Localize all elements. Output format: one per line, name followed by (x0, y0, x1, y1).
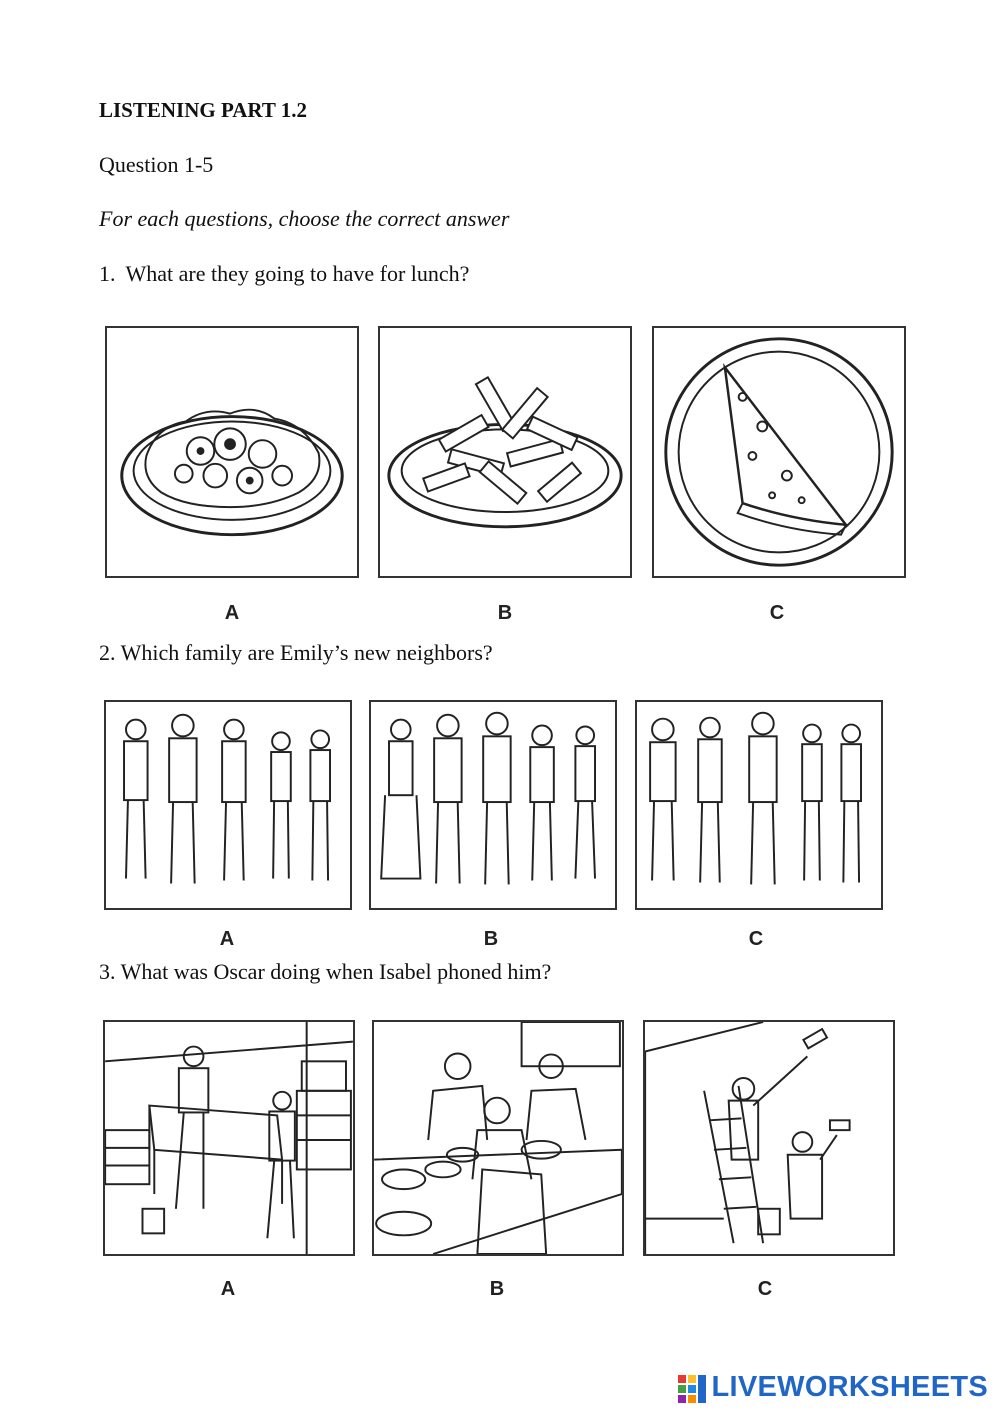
option-label: A (224, 602, 240, 624)
salad-plate-picture (107, 328, 357, 576)
question-prompt: What are they going to have for lunch? (125, 261, 470, 286)
question-prompt: Which family are Emily’s new neighbors? (120, 640, 493, 665)
option-label: A (219, 928, 235, 950)
logo-text: LIVEWORKSHEETS (711, 1371, 988, 1403)
option-label: A (220, 1278, 236, 1300)
option-1c-pizza-picture[interactable] (652, 326, 906, 578)
question-number: 1. (99, 261, 116, 286)
option-label: B (497, 602, 513, 624)
option-label: C (769, 602, 785, 624)
liveworksheets-logo[interactable] (678, 1371, 989, 1404)
liveworksheets-logo-icon (678, 1373, 708, 1403)
eating-dinner-picture (374, 1022, 622, 1254)
pasta-plate-picture (380, 328, 630, 576)
option-2b-family-picture[interactable] (369, 700, 617, 910)
page-title: LISTENING PART 1.2 (99, 98, 307, 122)
family-group-picture (637, 702, 881, 908)
option-2c-family-picture[interactable] (635, 700, 883, 910)
option-label: C (748, 928, 764, 950)
option-label: B (489, 1278, 505, 1300)
option-3a-moving-furniture-picture[interactable] (103, 1020, 355, 1256)
question-prompt: What was Oscar doing when Isabel phoned him? (120, 959, 552, 984)
question-3-text (99, 959, 551, 985)
question-1-text (99, 261, 469, 287)
option-1b-pasta-picture[interactable] (378, 326, 632, 578)
option-label: B (483, 928, 499, 950)
option-2a-family-picture[interactable] (104, 700, 352, 910)
family-group-picture (106, 702, 350, 908)
instruction-text: For each questions, choose the correct answer (99, 206, 510, 231)
moving-furniture-picture (105, 1022, 353, 1254)
painting-wall-picture (645, 1022, 893, 1254)
pizza-slice-plate-picture (654, 328, 904, 576)
option-1a-salad-picture[interactable] (105, 326, 359, 578)
question-2-text (99, 640, 493, 666)
question-number: 2. (99, 640, 116, 665)
family-group-picture (371, 702, 615, 908)
option-3c-painting-wall-picture[interactable] (643, 1020, 895, 1256)
option-label: C (757, 1278, 773, 1300)
page-subtitle: Question 1-5 (99, 152, 214, 177)
option-3b-eating-dinner-picture[interactable] (372, 1020, 624, 1256)
question-number: 3. (99, 959, 116, 984)
